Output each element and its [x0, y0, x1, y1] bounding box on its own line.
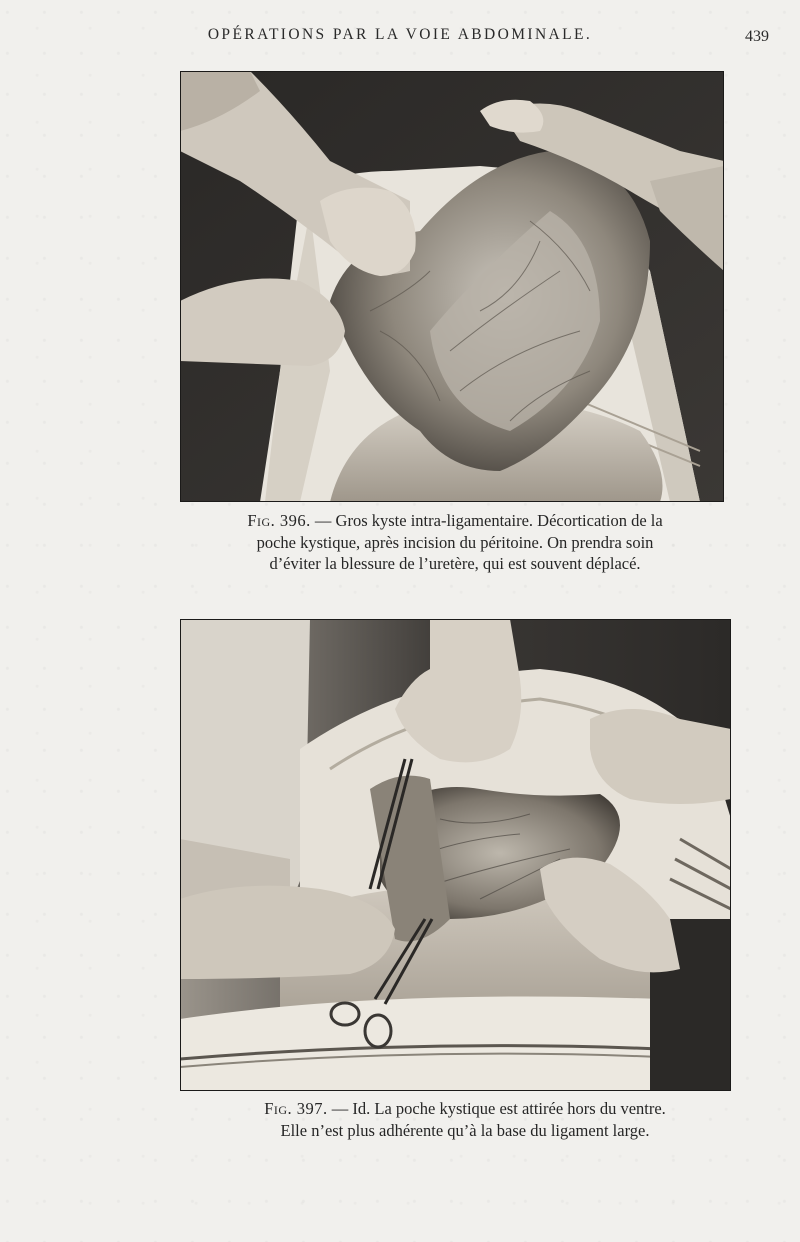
caption-line	[195, 1098, 735, 1120]
caption-line: Elle n’est plus adhérente qu’à la base du ligament large.	[280, 1120, 650, 1140]
caption-text: — Gros kyste intra-ligamentaire. Décortication de la	[314, 511, 663, 530]
figure-label: Fig. 397.	[264, 1099, 328, 1118]
figure-397-caption	[195, 1098, 735, 1141]
page-number: 439	[745, 28, 769, 45]
figure-396-caption	[190, 510, 720, 575]
caption-line: poche kystique, après incision du péritoine. On prendra soin	[256, 532, 654, 552]
surgical-photo-cyst-extraction	[180, 619, 731, 1091]
surgical-photo-cyst-decortication	[180, 71, 724, 502]
running-head: OPÉRATIONS PAR LA VOIE ABDOMINALE.	[207, 26, 593, 43]
figure-397-photograph	[180, 619, 731, 1091]
figure-label: Fig. 396.	[247, 511, 311, 530]
caption-text: — Id. La poche kystique est attirée hors du ventre.	[331, 1099, 666, 1118]
caption-line: d’éviter la blessure de l’uretère, qui est souvent déplacé.	[269, 554, 641, 573]
caption-line	[190, 510, 720, 532]
figure-396-photograph	[180, 71, 724, 502]
